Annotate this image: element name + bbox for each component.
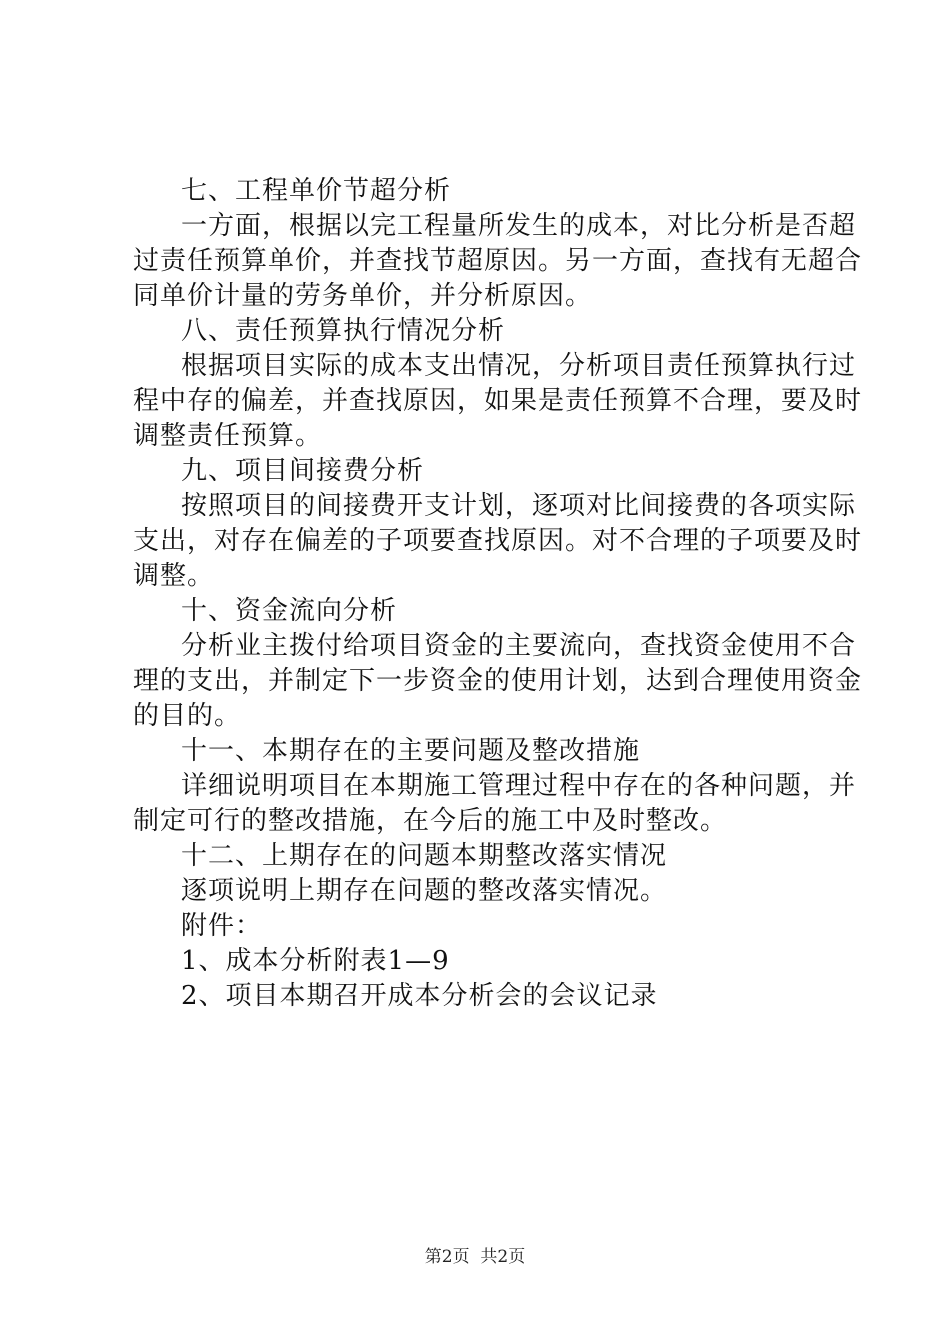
text-line: 附件： [181, 911, 263, 941]
text-line: 过责任预算单价，并查找节超原因。另一方面，查找有无超合 [133, 246, 863, 276]
text-line: 程中存的偏差，并查找原因，如果是责任预算不合理，要及时 [133, 386, 863, 416]
text-line: 七、工程单价节超分析 [181, 176, 452, 206]
text-line: 十二、上期存在的问题本期整改落实情况 [181, 841, 668, 871]
document-body [133, 174, 863, 1014]
text-line: 逐项说明上期存在问题的整改落实情况。 [181, 876, 668, 906]
text-line: 1、成本分析附表1—9 [181, 946, 450, 976]
text-line: 调整。 [133, 561, 215, 591]
text-line: 十一、本期存在的主要问题及整改措施 [181, 736, 641, 766]
text-line: 按照项目的间接费开支计划，逐项对比间接费的各项实际 [181, 491, 857, 521]
page-footer [0, 1246, 950, 1268]
text-line: 理的支出，并制定下一步资金的使用计划，达到合理使用资金 [133, 666, 863, 696]
text-line: 一方面，根据以完工程量所发生的成本，对比分析是否超 [181, 211, 857, 241]
text-line: 八、责任预算执行情况分析 [181, 316, 506, 346]
text-line: 支出，对存在偏差的子项要查找原因。对不合理的子项要及时 [133, 526, 863, 556]
text-line: 分析业主拨付给项目资金的主要流向，查找资金使用不合 [181, 631, 857, 661]
text-line: 的目的。 [133, 701, 242, 731]
page-number: 第2页 共2页 [424, 1247, 526, 1267]
text-line: 九、项目间接费分析 [181, 456, 425, 486]
text-line: 同单价计量的劳务单价，并分析原因。 [133, 281, 593, 311]
text-line: 制定可行的整改措施，在今后的施工中及时整改。 [133, 806, 728, 836]
text-line: 十、资金流向分析 [181, 596, 398, 626]
text-line: 2、项目本期召开成本分析会的会议记录 [181, 981, 658, 1011]
text-line: 根据项目实际的成本支出情况，分析项目责任预算执行过 [181, 351, 857, 381]
text-line: 详细说明项目在本期施工管理过程中存在的各种问题，并 [181, 771, 857, 801]
text-line: 调整责任预算。 [133, 421, 323, 451]
